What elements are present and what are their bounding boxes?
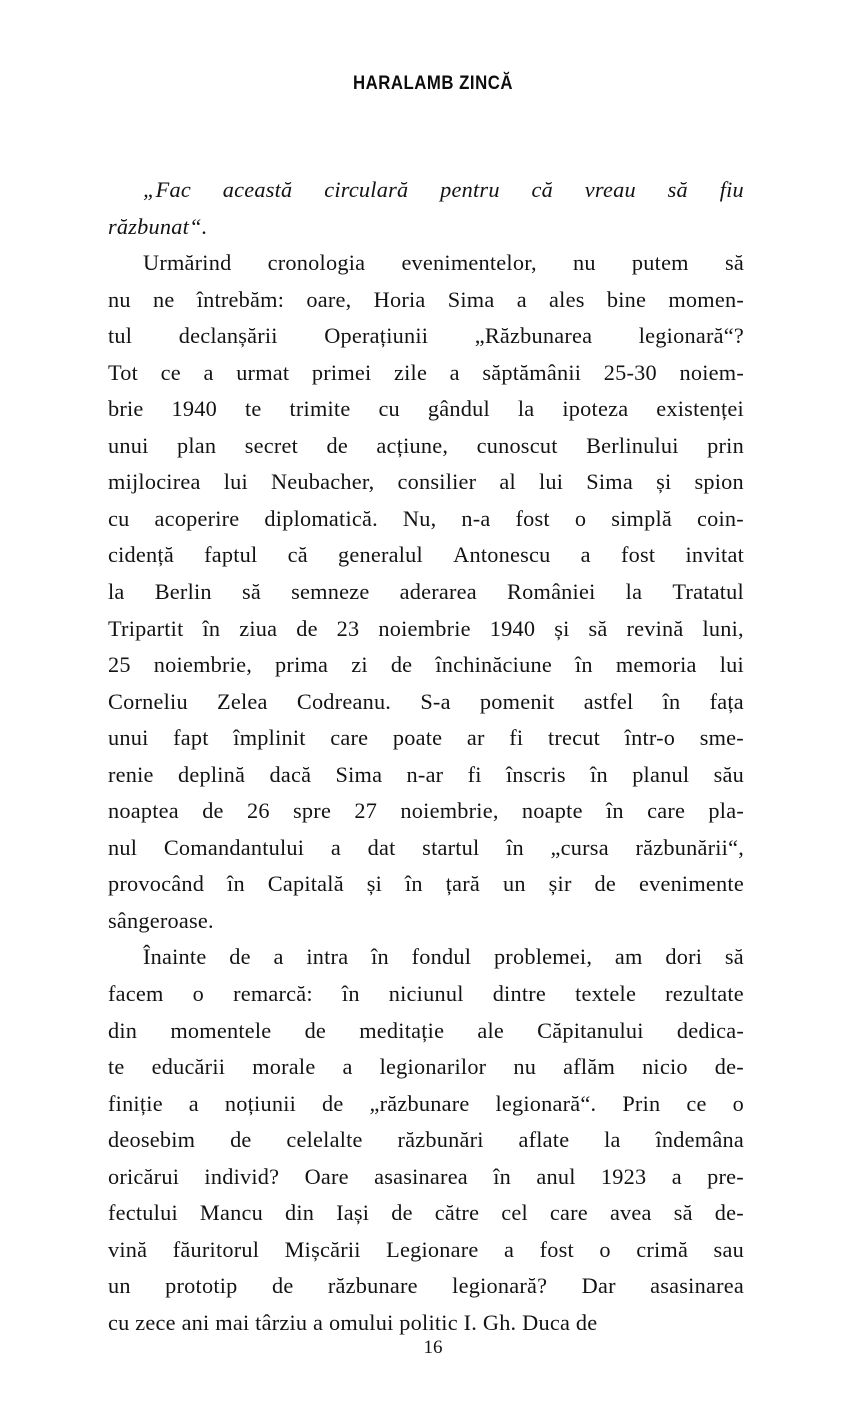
text-line: facem o remarcă: în niciunul dintre textele rezultate xyxy=(108,981,744,1007)
text-line: din momentele de meditație ale Căpitanului dedica- xyxy=(108,1017,744,1043)
text-line: la Berlin să semneze aderarea României la Tratatul xyxy=(108,579,744,605)
text-line: unui plan secret de acțiune, cunoscut Berlinului prin xyxy=(108,432,744,458)
text-line: fectului Mancu din Iași de către cel care avea să de- xyxy=(108,1200,744,1226)
text-line: mijlocirea lui Neubacher, consilier al lui Sima și spion xyxy=(108,469,744,495)
text-line: noaptea de 26 spre 27 noiembrie, noapte în care pla- xyxy=(108,798,744,824)
text-line: sângeroase. xyxy=(108,907,214,933)
text-line: renie deplină dacă Sima n-ar fi înscris în planul său xyxy=(108,761,744,787)
text-line: oricărui individ? Oare asasinarea în anul 1923 a pre- xyxy=(108,1163,744,1189)
paragraph xyxy=(108,245,744,939)
text-line: te educării morale a legionarilor nu aflăm nicio de- xyxy=(108,1054,744,1080)
body-text-block xyxy=(108,172,744,1342)
text-line: deosebim de celelalte răzbunări aflate la îndemâna xyxy=(108,1127,744,1153)
paragraph xyxy=(108,172,744,245)
text-line: finiție a noțiunii de „răzbunare legionară“. Prin ce o xyxy=(108,1090,744,1116)
text-line: Urmărind cronologia evenimentelor, nu putem să xyxy=(143,250,744,276)
text-line: nu ne întrebăm: oare, Horia Sima a ales bine momen- xyxy=(108,286,744,312)
page-number: 16 xyxy=(423,1337,443,1358)
text-line: nul Comandantului a dat startul în „cursa răzbunării“, xyxy=(108,834,744,860)
text-line: cidență faptul că generalul Antonescu a fost invitat xyxy=(108,542,744,568)
paragraph xyxy=(108,939,744,1341)
text-line: Înainte de a intra în fondul problemei, am dori să xyxy=(143,944,744,970)
text-line: Tripartit în ziua de 23 noiembrie 1940 și să revină luni, xyxy=(108,615,744,641)
text-line: tul declanșării Operațiunii „Răzbunarea legionară“? xyxy=(108,323,744,349)
text-line: răzbunat“. xyxy=(108,213,208,239)
text-line: vină făuritorul Mișcării Legionare a fost o crimă sau xyxy=(108,1236,744,1262)
text-line: unui fapt împlinit care poate ar fi trecut într-o sme- xyxy=(108,725,744,751)
text-line: cu acoperire diplomatică. Nu, n-a fost o simplă coin- xyxy=(108,505,744,531)
text-line: brie 1940 te trimite cu gândul la ipoteza existenței xyxy=(108,396,744,422)
text-line: Tot ce a urmat primei zile a săptămânii 25-30 noiem- xyxy=(108,359,744,385)
text-line: un prototip de răzbunare legionară? Dar asasinarea xyxy=(108,1273,744,1299)
running-header: HARALAMB ZINCĂ xyxy=(352,72,513,94)
text-line: cu zece ani mai târziu a omului politic I. Gh. Duca de xyxy=(108,1309,598,1335)
text-line: 25 noiembrie, prima zi de închinăciune în memoria lui xyxy=(108,652,744,678)
text-line: Corneliu Zelea Codreanu. S-a pomenit astfel în fața xyxy=(108,688,744,714)
text-line: „Fac această circulară pentru că vreau să fiu xyxy=(143,177,744,202)
text-line: provocând în Capitală și în țară un șir de evenimente xyxy=(108,871,744,897)
